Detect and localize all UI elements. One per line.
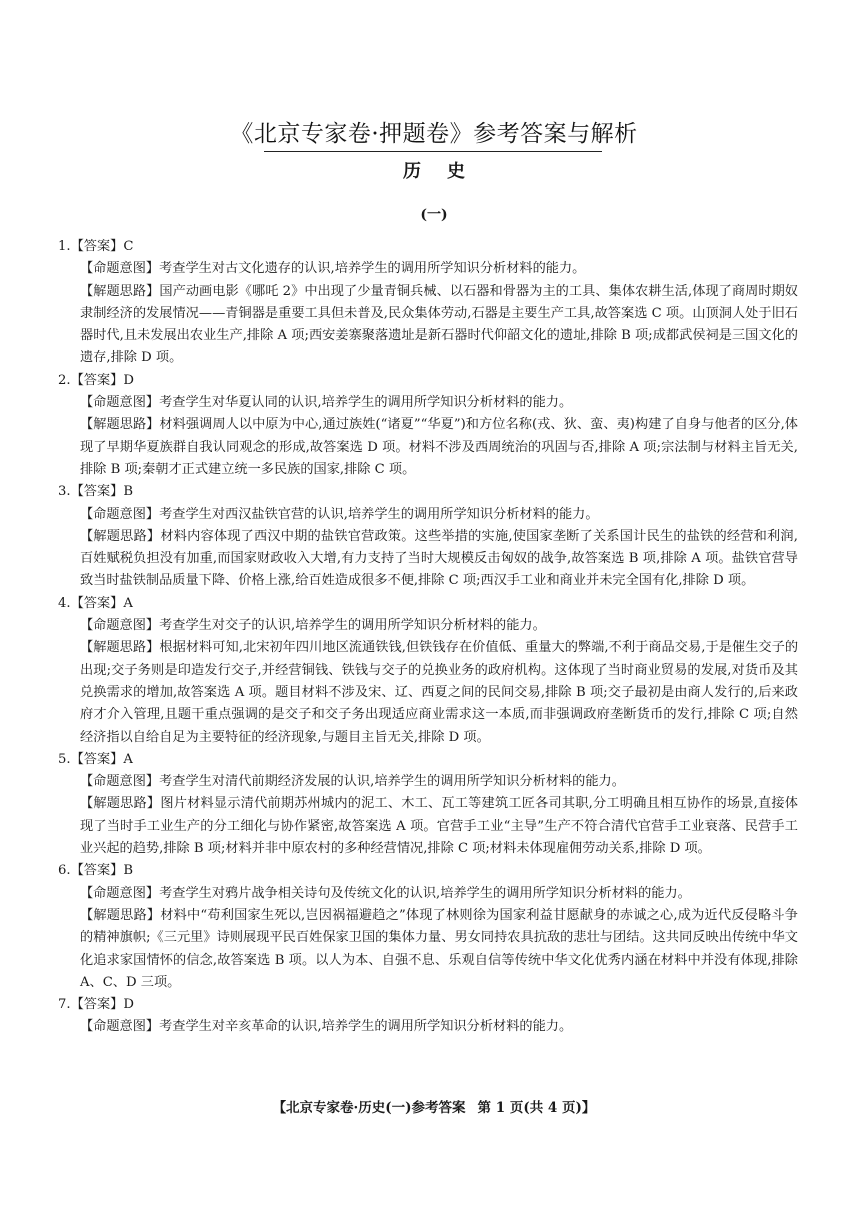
- answer-tag: 【答案】: [70, 751, 124, 767]
- question-item-3: [58, 481, 798, 592]
- answer-line: [58, 860, 798, 882]
- answer-tag: 【答案】: [70, 484, 124, 500]
- question-item-5: [58, 749, 798, 860]
- analysis-tag: 【解题思路】: [80, 283, 160, 299]
- section-number: (一): [420, 207, 448, 223]
- page-indicator: 第 1 页(共 4 页)】: [477, 1100, 596, 1116]
- intent-text: 考查学生对古文化遗存的认识,培养学生的调用所学知识分析材料的能力。: [159, 261, 586, 277]
- analysis-paragraph: [80, 281, 798, 370]
- answer-line: [58, 593, 798, 615]
- intent-paragraph: [80, 1016, 798, 1038]
- intent-paragraph: [80, 883, 798, 905]
- intent-tag: 【命题意图】: [80, 395, 160, 411]
- answer-tag: 【答案】: [70, 595, 124, 611]
- intent-tag: 【命题意图】: [80, 1019, 160, 1035]
- answer-line: [58, 749, 798, 771]
- analysis-paragraph: [80, 526, 798, 593]
- subject-heading: 历史: [403, 161, 491, 182]
- analysis-text: 根据材料可知,北宋初年四川地区流通铁钱,但铁钱存在价值低、重量大的弊端,不利于商品交易,于是催生交子的出现;交子务则是印造发行交子,并经营铜钱、铁钱与交子的兑换业务的政府机构。这体现了当时商业贸易的发展,对货币及其兑换需求的增加,故答案选 A 项。题目材料不涉及宋、辽、西夏之间的民间交易,排除 B 项;交子最初是由商人发行的,后来政府才介入管理,且题干重点强调的是交子和交子务出现适应商业需求这一本质,而非强调政府垄断货币的发行,排除 C 项;自然经济指以自给自足为主要特征的经济现象,与题目主旨无关,排除 D 项。: [80, 640, 799, 745]
- answer-line: [58, 481, 798, 503]
- analysis-paragraph: [80, 414, 798, 481]
- answer-value: D: [123, 997, 134, 1013]
- intent-paragraph: [80, 258, 798, 280]
- answer-value: D: [123, 372, 134, 388]
- analysis-tag: 【解题思路】: [80, 417, 160, 433]
- question-number: 2.: [58, 372, 71, 388]
- intent-text: 考查学生对华夏认同的认识,培养学生的调用所学知识分析材料的能力。: [159, 395, 573, 411]
- answer-value: C: [123, 239, 134, 254]
- question-number: 4.: [58, 595, 71, 611]
- analysis-tag: 【解题思路】: [80, 640, 160, 656]
- analysis-paragraph: [80, 793, 798, 860]
- question-item-7: [58, 994, 798, 1039]
- intent-paragraph: [80, 392, 798, 414]
- analysis-text: 国产动画电影《哪吒 2》中出现了少量青铜兵械、以石器和骨器为主的工具、集体农耕生活,体现了商周时期奴隶制经济的发展情况——青铜器是重要工具但未普及,民众集体劳动,石器是主要生产工具,故答案选 C 项。山顶洞人处于旧石器时代,且未发展出农业生产,排除 A 项;西安姜寨聚落遗址是新石器时代仰韶文化的遗址,排除 B 项;成都武侯祠是三国文化的遗存,排除 D 项。: [80, 283, 798, 366]
- answer-line: [58, 994, 798, 1016]
- analysis-paragraph: [80, 637, 798, 748]
- intent-tag: 【命题意图】: [80, 885, 160, 901]
- answer-tag: 【答案】: [70, 239, 124, 254]
- title-underline: [264, 151, 602, 152]
- question-number: 5.: [58, 751, 71, 767]
- intent-text: 考查学生对鸦片战争相关诗句及传统文化的认识,培养学生的调用所学知识分析材料的能力。: [159, 885, 691, 901]
- intent-paragraph: [80, 615, 798, 637]
- analysis-text: 材料强调周人以中原为中心,通过族姓(“诸夏”“华夏”)和方位名称(戎、狄、蛮、夷)构建了自身与他者的区分,体现了早期华夏族群自我认同观念的形成,故答案选 D 项。材料不涉及西周统治的巩固与否,排除 A 项;宗法制与材料主旨无关,排除 B 项;秦朝才正式建立统一多民族的国家,排除 C 项。: [80, 417, 798, 477]
- intent-tag: 【命题意图】: [80, 774, 160, 790]
- intent-text: 考查学生对交子的认识,培养学生的调用所学知识分析材料的能力。: [159, 618, 546, 634]
- question-number: 6.: [58, 863, 71, 879]
- intent-text: 考查学生对西汉盐铁官营的认识,培养学生的调用所学知识分析材料的能力。: [159, 506, 599, 522]
- question-number: 1.: [58, 239, 71, 254]
- answer-value: B: [123, 484, 134, 500]
- answer-line: [58, 236, 798, 258]
- analysis-text: 材料内容体现了西汉中期的盐铁官营政策。这些举措的实施,使国家垄断了关系国计民生的盐铁的经营和利润,百姓赋税负担没有加重,而国家财政收入大增,有力支持了当时大规模反击匈奴的战争,故答案选 B 项,排除 A 项。盐铁官营导致当时盐铁制品质量下降、价格上涨,给百姓造成很多不便,排除 C 项;西汉手工业和商业并未完全国有化,排除 D 项。: [80, 528, 798, 589]
- analysis-tag: 【解题思路】: [80, 528, 161, 544]
- analysis-text: 图片材料显示清代前期苏州城内的泥工、木工、瓦工等建筑工匠各司其职,分工明确且相互协作的场景,直接体现了当时手工业生产的分工细化与协作紧密,故答案选 A 项。官营手工业“主导”生产不符合清代官营手工业衰落、民营手工业兴起的趋势,排除 B 项;材料并非中原农村的多种经营情况,排除 C 项;材料未体现雇佣劳动关系,排除 D 项。: [80, 796, 798, 857]
- intent-paragraph: [80, 771, 798, 793]
- question-item-4: [58, 593, 798, 749]
- answer-tag: 【答案】: [70, 372, 124, 388]
- footer-title: 【北京专家卷·历史(一)参考答案: [272, 1100, 466, 1116]
- intent-text: 考查学生对清代前期经济发展的认识,培养学生的调用所学知识分析材料的能力。: [159, 774, 625, 790]
- question-item-6: [58, 860, 798, 994]
- answer-list: [58, 236, 798, 1039]
- analysis-tag: 【解题思路】: [80, 907, 161, 923]
- document-title: 《北京专家卷·押题卷》参考答案与解析: [230, 121, 638, 147]
- intent-tag: 【命题意图】: [80, 261, 160, 277]
- question-number: 7.: [58, 997, 71, 1013]
- answer-value: A: [123, 595, 133, 611]
- intent-paragraph: [80, 504, 798, 526]
- question-item-2: [58, 370, 798, 481]
- question-item-1: [58, 236, 798, 370]
- analysis-paragraph: [80, 905, 798, 994]
- answer-tag: 【答案】: [70, 863, 124, 879]
- page-footer: [0, 1098, 868, 1118]
- answer-tag: 【答案】: [70, 997, 124, 1013]
- answer-line: [58, 370, 798, 392]
- intent-text: 考查学生对辛亥革命的认识,培养学生的调用所学知识分析材料的能力。: [159, 1019, 573, 1035]
- question-number: 3.: [58, 484, 71, 500]
- answer-value: A: [123, 751, 133, 767]
- intent-tag: 【命题意图】: [80, 506, 160, 522]
- answer-value: B: [123, 863, 134, 879]
- intent-tag: 【命题意图】: [80, 618, 160, 634]
- analysis-text: 材料中“苟利国家生死以,岂因祸福避趋之”体现了林则徐为国家利益甘愿献身的赤诚之心,成为近代反侵略斗争的精神旗帜;《三元里》诗则展现平民百姓保家卫国的集体力量、男女同持农具抗敌的悲壮与团结。这共同反映出传统中华文化追求家国情怀的信念,故答案选 B 项。以人为本、自强不息、乐观自信等传统中华文化优秀内涵在材料中并没有体现,排除 A、C、D 三项。: [80, 907, 798, 990]
- analysis-tag: 【解题思路】: [80, 796, 161, 812]
